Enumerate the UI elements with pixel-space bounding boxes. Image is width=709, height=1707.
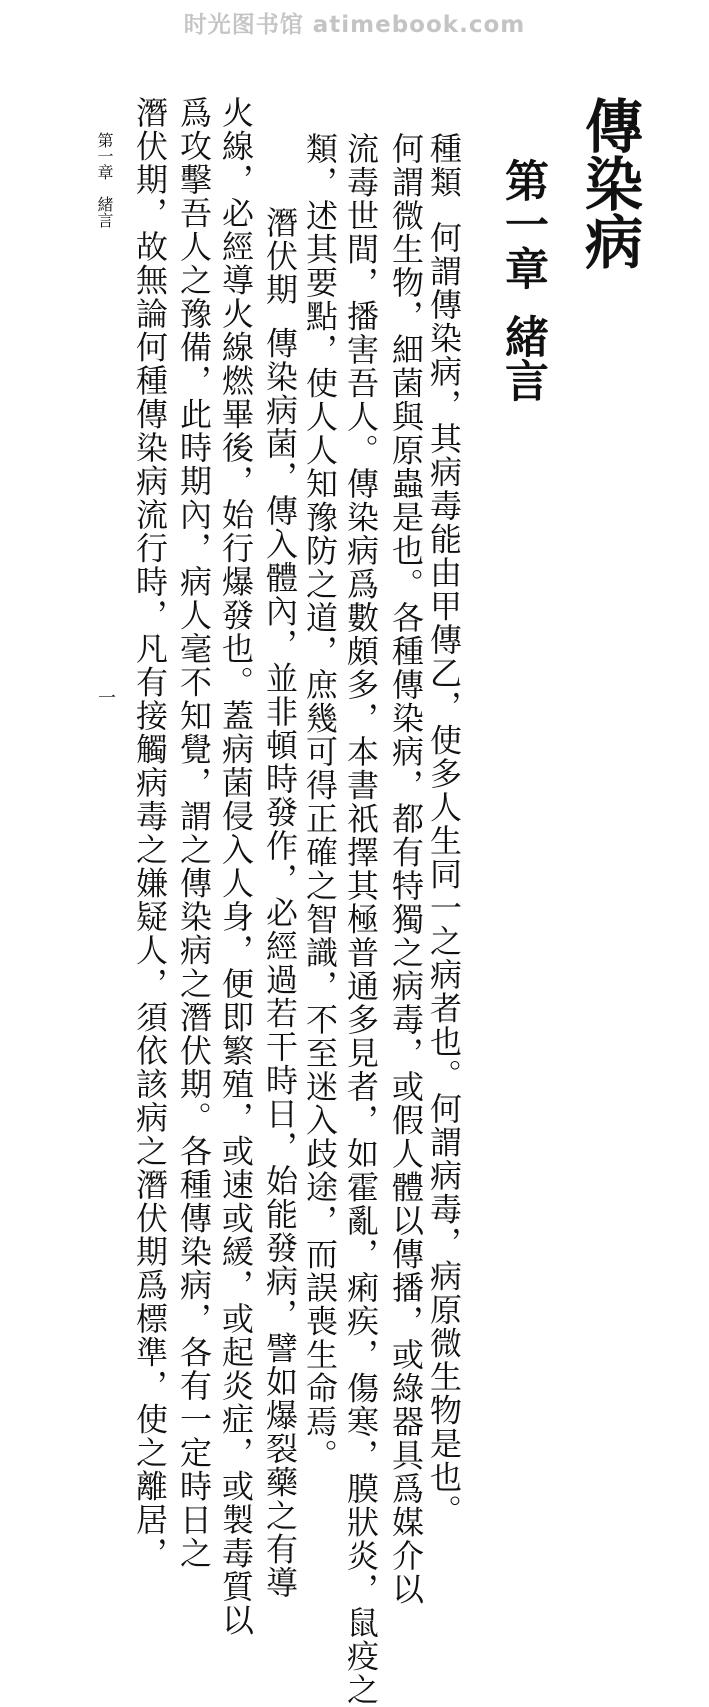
text-line: 何謂微生物，細菌與原蟲是也。各種傳染病，都有特獨之病毒，或假人體以傳播，或綠器具爲媒介以 (387, 132, 425, 1606)
text-line: 爲攻擊吾人之豫備，此時期內，病人毫不知覺，謂之傳染病之潛伏期。各種傳染病，各有一定時日之 (175, 96, 213, 1570)
text-line: 類，述其要點，使人人知豫防之道，庶幾可得正確之智識，不至迷入歧途，而誤喪生命焉。 (301, 132, 339, 1472)
paragraph-label-incubation (261, 206, 299, 1600)
text-line: 流毒世間，播害吾人。傳染病爲數頗多，本書祇擇其極普通多見者，如霍亂，痢疾，傷寒，膜狀炎，鼠疫之 (342, 132, 380, 1707)
page-number: 一 (95, 688, 116, 706)
chapter-title: 緒言 (497, 314, 548, 402)
text-line: 傳染病菌，傳入體內，並非頓時發作，必經過若干時日，始能發病，譬如爆裂藥之有導 (261, 326, 299, 1600)
paragraph-label-types (425, 132, 463, 1528)
paragraph-label: 潛伏期 (261, 206, 299, 307)
text-line: 火線，必經導火線燃畢後，始行爆發也。蓋病菌侵入人身，便即繁殖，或速或緩，或起炎症，或製毒質以 (217, 96, 255, 1637)
watermark-text: 时光图书馆 atimebook.com (183, 12, 526, 38)
chapter-heading (497, 158, 548, 402)
paragraph-label: 種類 (425, 132, 463, 199)
running-head: 第一章 緒言 (95, 132, 114, 228)
text-line: 潛伏期，故無論何種傳染病流行時，凡有接觸病毒之嫌疑人，須依該病之潛伏期爲標準，使之離居， (131, 96, 169, 1570)
chapter-number: 第一章 (497, 158, 548, 290)
book-title: 傳染病 (575, 96, 643, 270)
text-line: 何謂傳染病，其病毒能由甲傳乙，使多人生同一之病者也。何謂病毒，病原微生物是也。 (425, 221, 463, 1528)
